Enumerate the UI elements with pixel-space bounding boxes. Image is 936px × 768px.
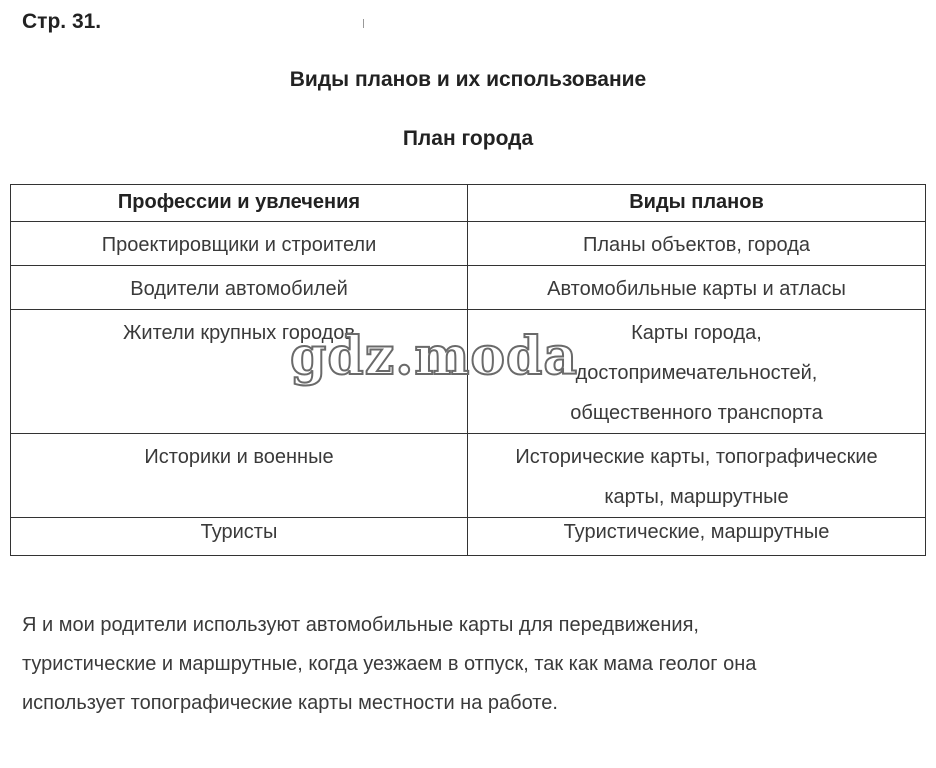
table-row <box>11 310 926 434</box>
cell-line: Карты города, <box>631 322 762 344</box>
cell-line: Проектировщики и строители <box>101 234 377 256</box>
plan-types-cell <box>468 266 926 310</box>
cell-line: Туристические, маршрутные <box>563 521 830 543</box>
stray-mark <box>363 19 364 28</box>
plan-types-cell <box>468 434 926 518</box>
answer-line: туристические и маршрутные, когда уезжаем в отпуск, так как мама геолог она <box>22 653 757 675</box>
answer-paragraph <box>22 606 922 723</box>
column-header-professions: Профессии и увлечения <box>11 185 468 222</box>
answer-line: использует топографические карты местности на работе. <box>22 692 558 714</box>
table-row <box>11 222 926 266</box>
table-header-row <box>11 185 926 222</box>
main-title: Виды планов и их использование <box>289 68 647 91</box>
cell-line: Исторические карты, топографические <box>515 446 878 468</box>
profession-cell <box>11 310 468 434</box>
table-row <box>11 266 926 310</box>
cell-line: Планы объектов, города <box>582 234 811 256</box>
cell-line: Туристы <box>200 521 278 543</box>
plan-types-cell <box>468 310 926 434</box>
cell-line: карты, маршрутные <box>604 486 789 508</box>
cell-line: Водители автомобилей <box>130 278 348 300</box>
cell-line: общественного транспорта <box>570 402 823 424</box>
cell-line: Жители крупных городов <box>122 322 356 344</box>
answer-line: Я и мои родители используют автомобильные карты для передвижения, <box>22 614 699 636</box>
subtitle: План города <box>402 127 534 150</box>
plan-types-cell <box>468 518 926 556</box>
plans-table <box>10 184 926 556</box>
page-reference: Стр. 31. <box>22 10 102 33</box>
column-header-plan-types: Виды планов <box>468 185 926 222</box>
cell-line: Историки и военные <box>144 446 334 468</box>
plan-types-cell <box>468 222 926 266</box>
profession-cell <box>11 434 468 518</box>
cell-line: Автомобильные карты и атласы <box>547 278 846 300</box>
cell-line: достопримечательностей, <box>575 362 818 384</box>
table-row <box>11 434 926 518</box>
profession-cell <box>11 518 468 556</box>
profession-cell <box>11 222 468 266</box>
watermark-logo: gdz.moda <box>290 326 579 387</box>
table-row <box>11 518 926 556</box>
profession-cell <box>11 266 468 310</box>
